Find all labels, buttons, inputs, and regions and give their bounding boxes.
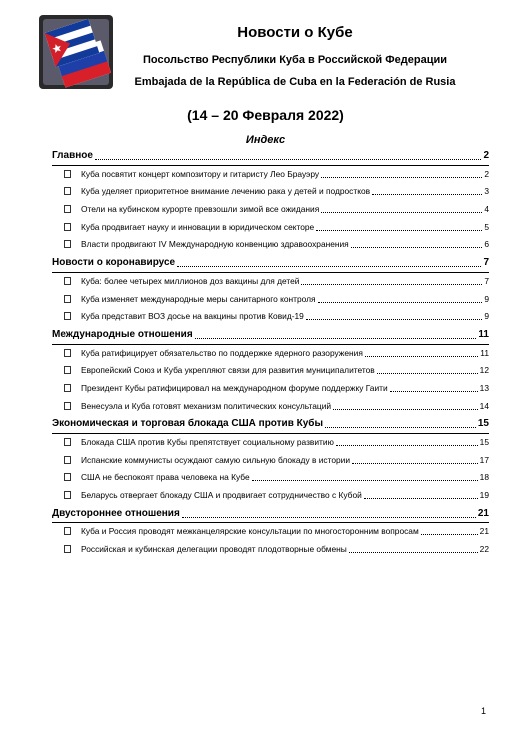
date-range: (14 – 20 Февраля 2022) xyxy=(187,107,344,123)
bullet-icon xyxy=(64,491,71,499)
bullet-icon xyxy=(64,312,71,320)
embassy-name-es: Embajada de la República de Cuba en la Federación de Rusia xyxy=(134,76,456,88)
toc-entry[interactable] xyxy=(52,523,489,541)
dot-leader xyxy=(177,254,481,267)
page-ref: 13 xyxy=(479,382,489,393)
page-ref: 11 xyxy=(480,347,489,358)
bullet-icon xyxy=(64,295,71,303)
toc-section[interactable] xyxy=(52,254,489,273)
bullet-icon xyxy=(64,402,71,410)
dot-leader xyxy=(336,434,478,446)
bullet-icon xyxy=(64,223,71,231)
entry-title: Куба представит ВОЗ досье на вакцины против Ковид-19 xyxy=(81,311,304,322)
dot-leader xyxy=(195,326,477,339)
bullet-icon xyxy=(64,170,71,178)
toc-entry[interactable] xyxy=(52,398,489,416)
dot-leader xyxy=(372,183,482,195)
dot-leader xyxy=(364,487,478,499)
page-ref: 18 xyxy=(479,472,489,483)
bullet-icon xyxy=(64,277,71,285)
toc-entry[interactable] xyxy=(52,380,489,398)
dot-leader xyxy=(318,291,483,303)
table-of-contents xyxy=(52,147,489,559)
page-ref: 12 xyxy=(479,365,489,376)
entry-title: Куба изменяет международные меры санитарного контроля xyxy=(81,293,316,304)
page-ref: 14 xyxy=(479,400,489,411)
entry-title: Российская и кубинская делегации проводят плодотворные обмены xyxy=(81,544,347,555)
dot-leader xyxy=(352,452,478,464)
page-ref: 3 xyxy=(484,186,489,197)
page-ref: 21 xyxy=(477,507,489,519)
page-ref: 7 xyxy=(484,275,489,286)
dot-leader xyxy=(301,273,482,285)
dot-leader xyxy=(306,308,483,320)
bullet-icon xyxy=(64,545,71,553)
section-title: Новости о коронавирусе xyxy=(52,257,176,269)
section-title: Международные отношения xyxy=(52,328,193,340)
toc-section[interactable] xyxy=(52,326,489,345)
entry-title: Куба уделяет приоритетное внимание лечению рака у детей и подростков xyxy=(81,186,371,197)
bullet-icon xyxy=(64,187,71,195)
section-title: Экономическая и торговая блокада США против Кубы xyxy=(52,418,324,430)
dot-leader xyxy=(325,415,476,428)
page-ref: 2 xyxy=(483,150,489,161)
toc-entry[interactable] xyxy=(52,345,489,363)
toc-entry[interactable] xyxy=(52,362,489,380)
bullet-icon xyxy=(64,366,71,374)
toc-entry[interactable] xyxy=(52,308,489,326)
bullet-icon xyxy=(64,473,71,481)
toc-entry[interactable] xyxy=(52,487,489,505)
page-ref: 4 xyxy=(484,204,489,215)
toc-entry[interactable] xyxy=(52,469,489,487)
dot-leader xyxy=(252,469,478,481)
dot-leader xyxy=(390,380,478,392)
toc-entry[interactable] xyxy=(52,166,489,184)
dot-leader xyxy=(349,541,478,553)
dot-leader xyxy=(321,201,482,213)
bullet-icon xyxy=(64,349,71,357)
entry-title: Куба ратифицирует обязательство по поддержке ядерного разоружения xyxy=(81,347,363,358)
entry-title: Беларусь отвергает блокаду США и продвигает сотрудничество с Кубой xyxy=(81,490,362,501)
page-ref: 17 xyxy=(479,454,489,465)
toc-entry[interactable] xyxy=(52,452,489,470)
dot-leader xyxy=(95,147,481,160)
entry-title: Отели на кубинском курорте превзошли зимой все ожидания xyxy=(81,204,320,215)
page-ref: 5 xyxy=(484,221,489,232)
dot-leader xyxy=(351,236,483,248)
toc-section[interactable] xyxy=(52,147,489,166)
index-heading: Индекс xyxy=(245,134,286,146)
toc-section[interactable] xyxy=(52,505,489,524)
dot-leader xyxy=(316,219,482,231)
entry-title: Куба продвигает науку и инновации в юридическом секторе xyxy=(81,221,315,232)
entry-title: Европейский Союз и Куба укрепляют связи для развития муниципалитетов xyxy=(81,365,375,376)
page-ref: 21 xyxy=(479,526,489,537)
toc-entry[interactable] xyxy=(52,236,489,254)
section-title: Двустороннее отношения xyxy=(52,507,180,519)
bullet-icon xyxy=(64,240,71,248)
entry-title: Блокада США против Кубы препятствует социальному развитию xyxy=(81,437,334,447)
bullet-icon xyxy=(64,456,71,464)
page-ref: 19 xyxy=(479,490,489,501)
toc-entry[interactable] xyxy=(52,434,489,452)
entry-title: Куба: более четырех миллионов доз вакцины для детей xyxy=(81,275,300,286)
entry-title: Куба посвятит концерт композитору и гитаристу Лео Брауэру xyxy=(81,168,320,179)
entry-title: США не беспокоят права человека на Кубе xyxy=(81,472,250,483)
bullet-icon xyxy=(64,205,71,213)
page-ref: 7 xyxy=(483,257,489,269)
dot-leader xyxy=(421,523,478,535)
dot-leader xyxy=(321,166,482,178)
toc-entry[interactable] xyxy=(52,273,489,291)
page-ref: 11 xyxy=(478,328,489,340)
section-title: Главное xyxy=(52,150,93,161)
cuba-russia-flags-logo xyxy=(37,13,115,91)
page-ref: 2 xyxy=(484,168,489,179)
dot-leader xyxy=(377,362,478,374)
page-ref: 22 xyxy=(479,544,489,555)
embassy-name-ru: Посольство Республики Куба в Российской Федерации xyxy=(143,54,447,66)
page-ref: 9 xyxy=(484,293,489,304)
page-ref: 15 xyxy=(477,418,489,430)
bullet-icon xyxy=(64,527,71,535)
page-ref: 6 xyxy=(484,239,489,250)
toc-entry[interactable] xyxy=(52,541,489,559)
entry-title: Венесуэла и Куба готовят механизм политических консультаций xyxy=(81,400,332,411)
page-ref: 9 xyxy=(484,311,489,322)
dot-leader xyxy=(182,505,476,518)
bullet-icon xyxy=(64,384,71,392)
toc-section[interactable] xyxy=(52,415,489,434)
page-number: 1 xyxy=(480,706,486,716)
entry-title: Власти продвигают IV Международную конвенцию здравоохранения xyxy=(81,239,349,250)
toc-entry[interactable] xyxy=(52,219,489,237)
dot-leader xyxy=(365,345,478,357)
bullet-icon xyxy=(64,438,71,446)
toc-entry[interactable] xyxy=(52,291,489,309)
toc-entry[interactable] xyxy=(52,183,489,201)
entry-title: Куба и Россия проводят межканцелярские консультации по многосторонним вопросам xyxy=(81,526,419,537)
entry-title: Президент Кубы ратифицировал на международном форуме поддержку Гаити xyxy=(81,382,388,393)
dot-leader xyxy=(333,398,478,410)
document-title: Новости о Кубе xyxy=(237,24,353,41)
entry-title: Испанские коммунисты осуждают самую сильную блокаду в истории xyxy=(81,454,351,465)
page-ref: 15 xyxy=(479,437,489,447)
toc-entry[interactable] xyxy=(52,201,489,219)
